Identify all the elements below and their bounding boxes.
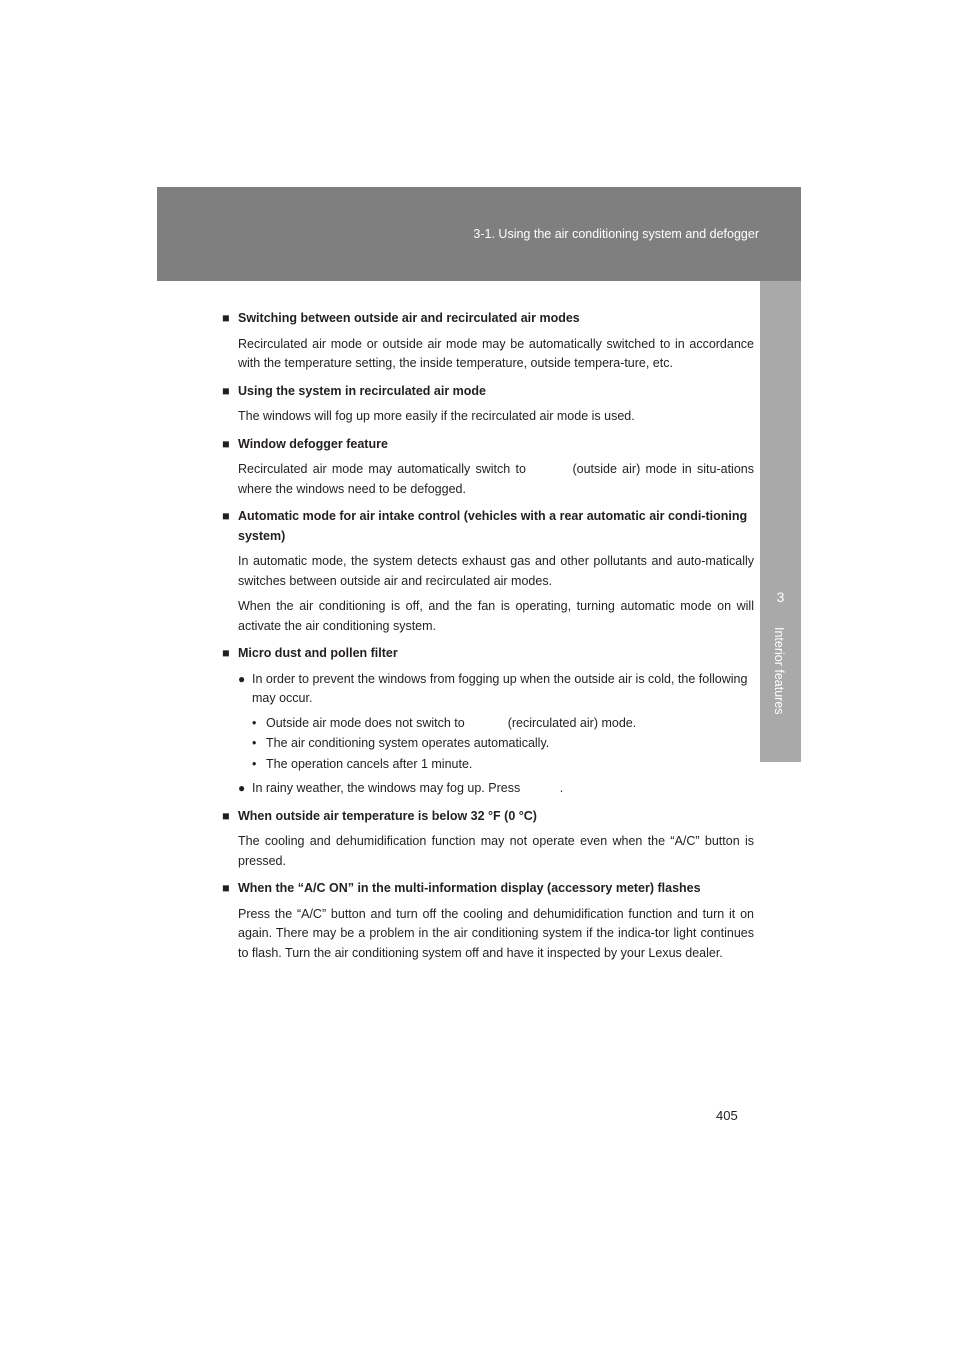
circle-bullet-icon: ● bbox=[238, 781, 246, 795]
square-bullet-icon: ■ bbox=[222, 881, 230, 895]
square-bullet-icon: ■ bbox=[222, 383, 230, 398]
section-heading: ■ When outside air temperature is below 32 °F (0 °C) bbox=[222, 807, 754, 827]
list-item: ● In rainy weather, the windows may fog up. Press . bbox=[222, 779, 754, 799]
defogger-button-icon bbox=[524, 780, 560, 792]
section-heading: ■ Switching between outside air and recirculated air modes bbox=[222, 309, 754, 329]
page-number: 405 bbox=[716, 1108, 738, 1123]
dot-bullet-icon: • bbox=[252, 756, 257, 771]
square-bullet-icon: ■ bbox=[222, 311, 230, 325]
section-text: Press the “A/C” button and turn off the cooling and dehumidification function and turn it on again. There may be a problem in the air conditioning system if the indica-tor light continues to flash. Turn the air conditioning system off and have it inspected by your Lexus dealer. bbox=[238, 906, 754, 960]
section-low-temperature bbox=[222, 807, 754, 872]
square-bullet-icon: ■ bbox=[222, 646, 230, 660]
list-item: • Outside air mode does not switch to (recirculated air) mode. bbox=[222, 714, 754, 734]
section-text: In automatic mode, the system detects exhaust gas and other pollutants and auto-matically switches between outside air and recirculated air modes. bbox=[238, 554, 754, 588]
section-switching-modes bbox=[222, 309, 754, 374]
page-content bbox=[222, 309, 754, 971]
chapter-number: 3 bbox=[776, 589, 785, 605]
list-item: • The operation cancels after 1 minute. bbox=[222, 755, 754, 775]
section-heading: ■ When the “A/C ON” in the multi-information display (accessory meter) flashes bbox=[222, 879, 754, 899]
section-text: Recirculated air mode or outside air mode may be automatically switched to in accordance with the temperature setting, the inside temperature, outside tempera-ture, etc. bbox=[238, 336, 754, 370]
circle-bullet-icon: ● bbox=[238, 671, 246, 686]
chapter-side-tab bbox=[760, 281, 801, 762]
section-window-defogger bbox=[222, 435, 754, 500]
section-title: 3-1. Using the air conditioning system and defogger bbox=[473, 227, 759, 241]
section-heading: ■ Window defogger feature bbox=[222, 435, 754, 455]
chapter-label: Interior features bbox=[772, 627, 786, 715]
square-bullet-icon: ■ bbox=[222, 436, 230, 451]
section-automatic-mode bbox=[222, 507, 754, 636]
outside-air-icon bbox=[531, 461, 567, 473]
section-heading: ■ Automatic mode for air intake control (vehicles with a rear automatic air condi-tioning system) bbox=[222, 509, 748, 543]
section-recirculated-mode bbox=[222, 382, 754, 427]
list-item: • The air conditioning system operates automatically. bbox=[222, 734, 754, 754]
section-heading: ■ Micro dust and pollen filter bbox=[222, 644, 754, 664]
dot-bullet-icon: • bbox=[252, 736, 257, 750]
header-band bbox=[157, 187, 801, 281]
recirculated-air-icon bbox=[468, 715, 504, 727]
section-text: When the air conditioning is off, and the fan is operating, turning automatic mode on will activate the air conditioning system. bbox=[238, 599, 754, 633]
list-item: ● In order to prevent the windows from fogging up when the outside air is cold, the following may occur. bbox=[238, 671, 748, 705]
dot-bullet-icon: • bbox=[252, 715, 257, 730]
section-text: The cooling and dehumidification function may not operate even when the “A/C” button is pressed. bbox=[238, 834, 754, 868]
square-bullet-icon: ■ bbox=[222, 509, 230, 523]
section-text: Recirculated air mode may automatically switch to (outside air) mode in situ-ations where the windows need to be defogged. bbox=[238, 462, 754, 496]
section-heading: ■ Using the system in recirculated air mode bbox=[222, 382, 754, 402]
section-ac-on-flashes bbox=[222, 879, 754, 963]
section-micro-dust-filter bbox=[222, 644, 754, 799]
section-text: The windows will fog up more easily if the recirculated air mode is used. bbox=[238, 409, 635, 423]
square-bullet-icon: ■ bbox=[222, 808, 230, 823]
